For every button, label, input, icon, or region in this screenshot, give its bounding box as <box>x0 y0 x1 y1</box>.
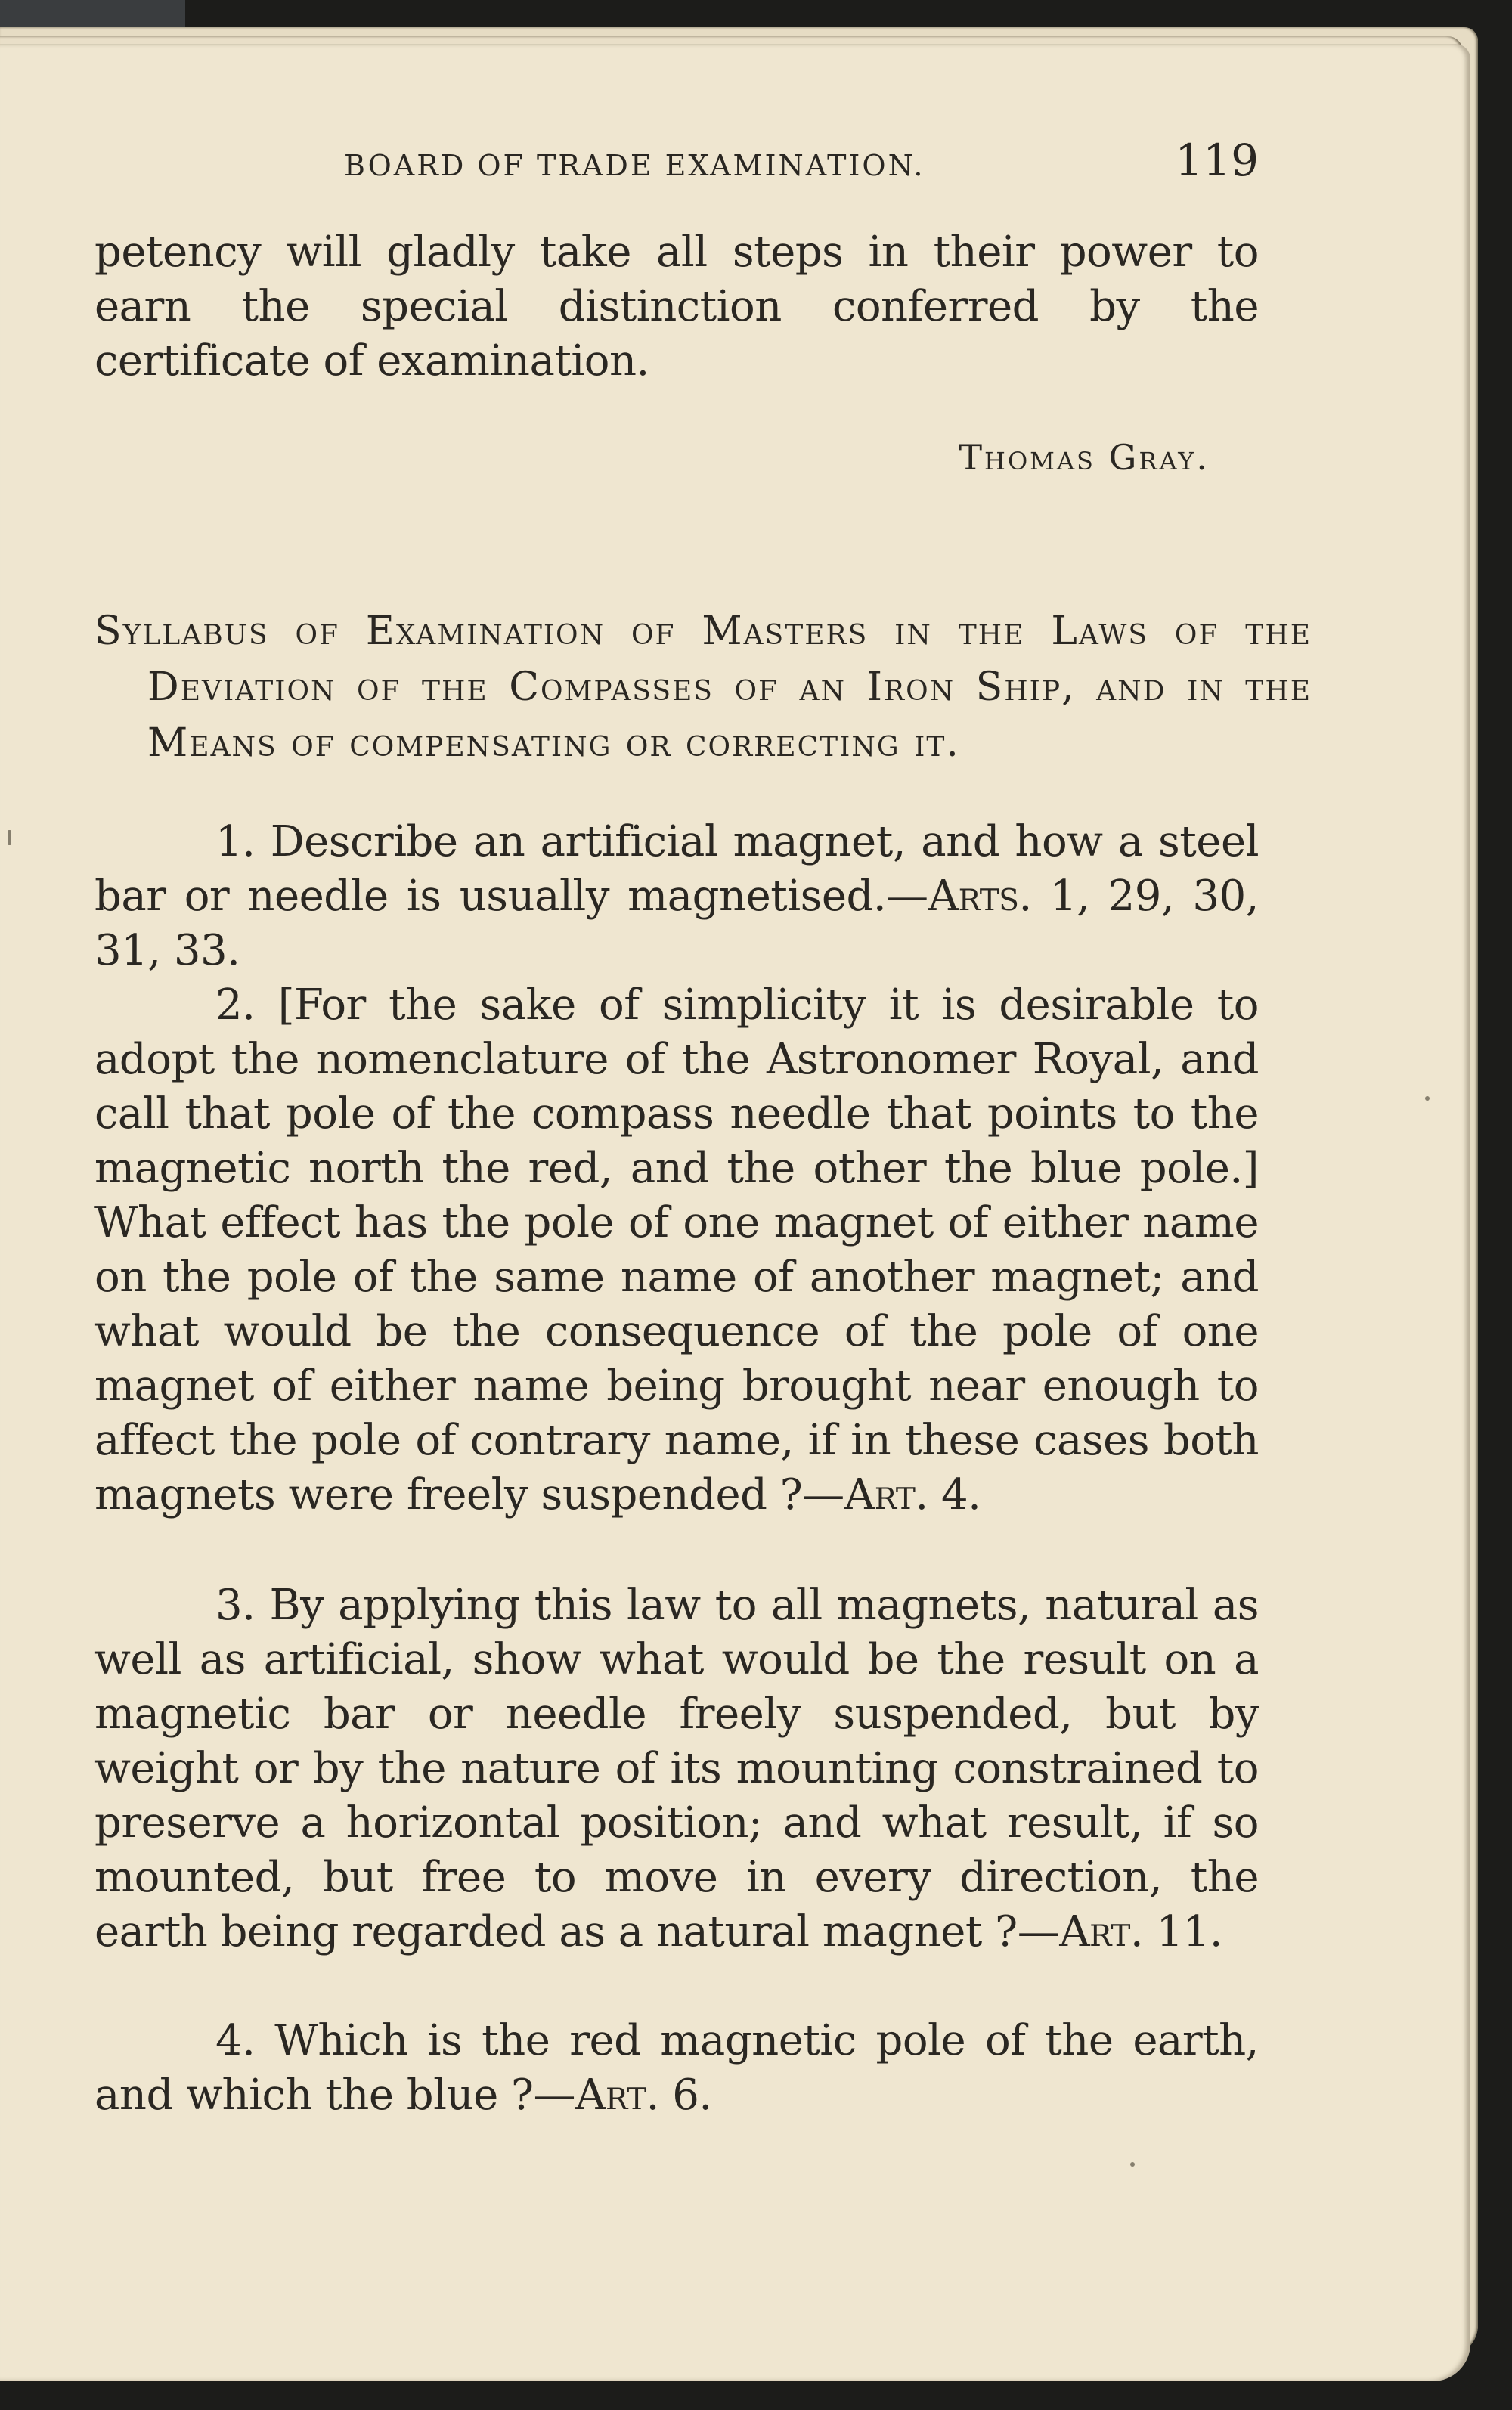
book-page <box>0 44 1470 2381</box>
signature: Thomas Gray. <box>959 437 1210 478</box>
continuation-paragraph: petency will gladly take all steps in their power to earn the special distinction conferred by the certificate of examination. <box>94 228 1259 386</box>
paper-mark <box>8 830 11 845</box>
question-number: 3. <box>215 1581 256 1630</box>
paper-speck <box>1425 1096 1430 1101</box>
question-4 <box>94 2014 1259 2123</box>
syllabus-heading: Syllabus of Examination of Masters in the Laws of the Deviation of the Compasses of an Iron Ship, and in the Means of compensating or correcting it. <box>94 609 1312 766</box>
article-reference: —Arts. 1, 29, 30, 31, 33. <box>94 872 1259 975</box>
question-text: [For the sake of simplicity it is desirable to adopt the nomenclature of the Astronomer Royal, and call that pole of the compass needle that points to the magnetic north the red, and the other the blue pole.] What effect has the pole of one magnet of either name on the pole of the same name of another magnet; and what would be the consequence of the pole of one magnet of either name being brought near enough to affect the pole of contrary name, if in these cases both magnets were freely suspended ? <box>94 980 1259 1519</box>
page-number: 119 <box>1175 135 1259 186</box>
question-number: 2. <box>215 980 256 1030</box>
question-text: By applying this law to all magnets, natural as well as artificial, show what would be the result on a magnetic bar or needle freely suspended, but by weight or by the nature of its mounting constrained to preserve a horizontal position; and what result, if so mounted, but free to move in every direction, the earth being regarded as a natural magnet ? <box>94 1581 1259 1956</box>
question-text: Which is the red magnetic pole of the earth, and which the blue ? <box>94 2016 1259 2120</box>
question-number: 1. <box>215 817 256 866</box>
paper-speck <box>1130 2162 1135 2167</box>
article-reference: —Art. 6. <box>533 2071 712 2120</box>
question-1 <box>94 815 1259 978</box>
question-text: Describe an artificial magnet, and how a steel bar or needle is usually magnetised. <box>94 817 1259 921</box>
running-title: BOARD OF TRADE EXAMINATION. <box>344 149 925 182</box>
question-2 <box>94 978 1259 1523</box>
article-reference: —Art. 11. <box>1017 1907 1223 1956</box>
question-3 <box>94 1578 1259 1959</box>
question-number: 4. <box>215 2016 256 2065</box>
running-header <box>344 135 1259 186</box>
article-reference: —Art. 4. <box>802 1470 981 1519</box>
